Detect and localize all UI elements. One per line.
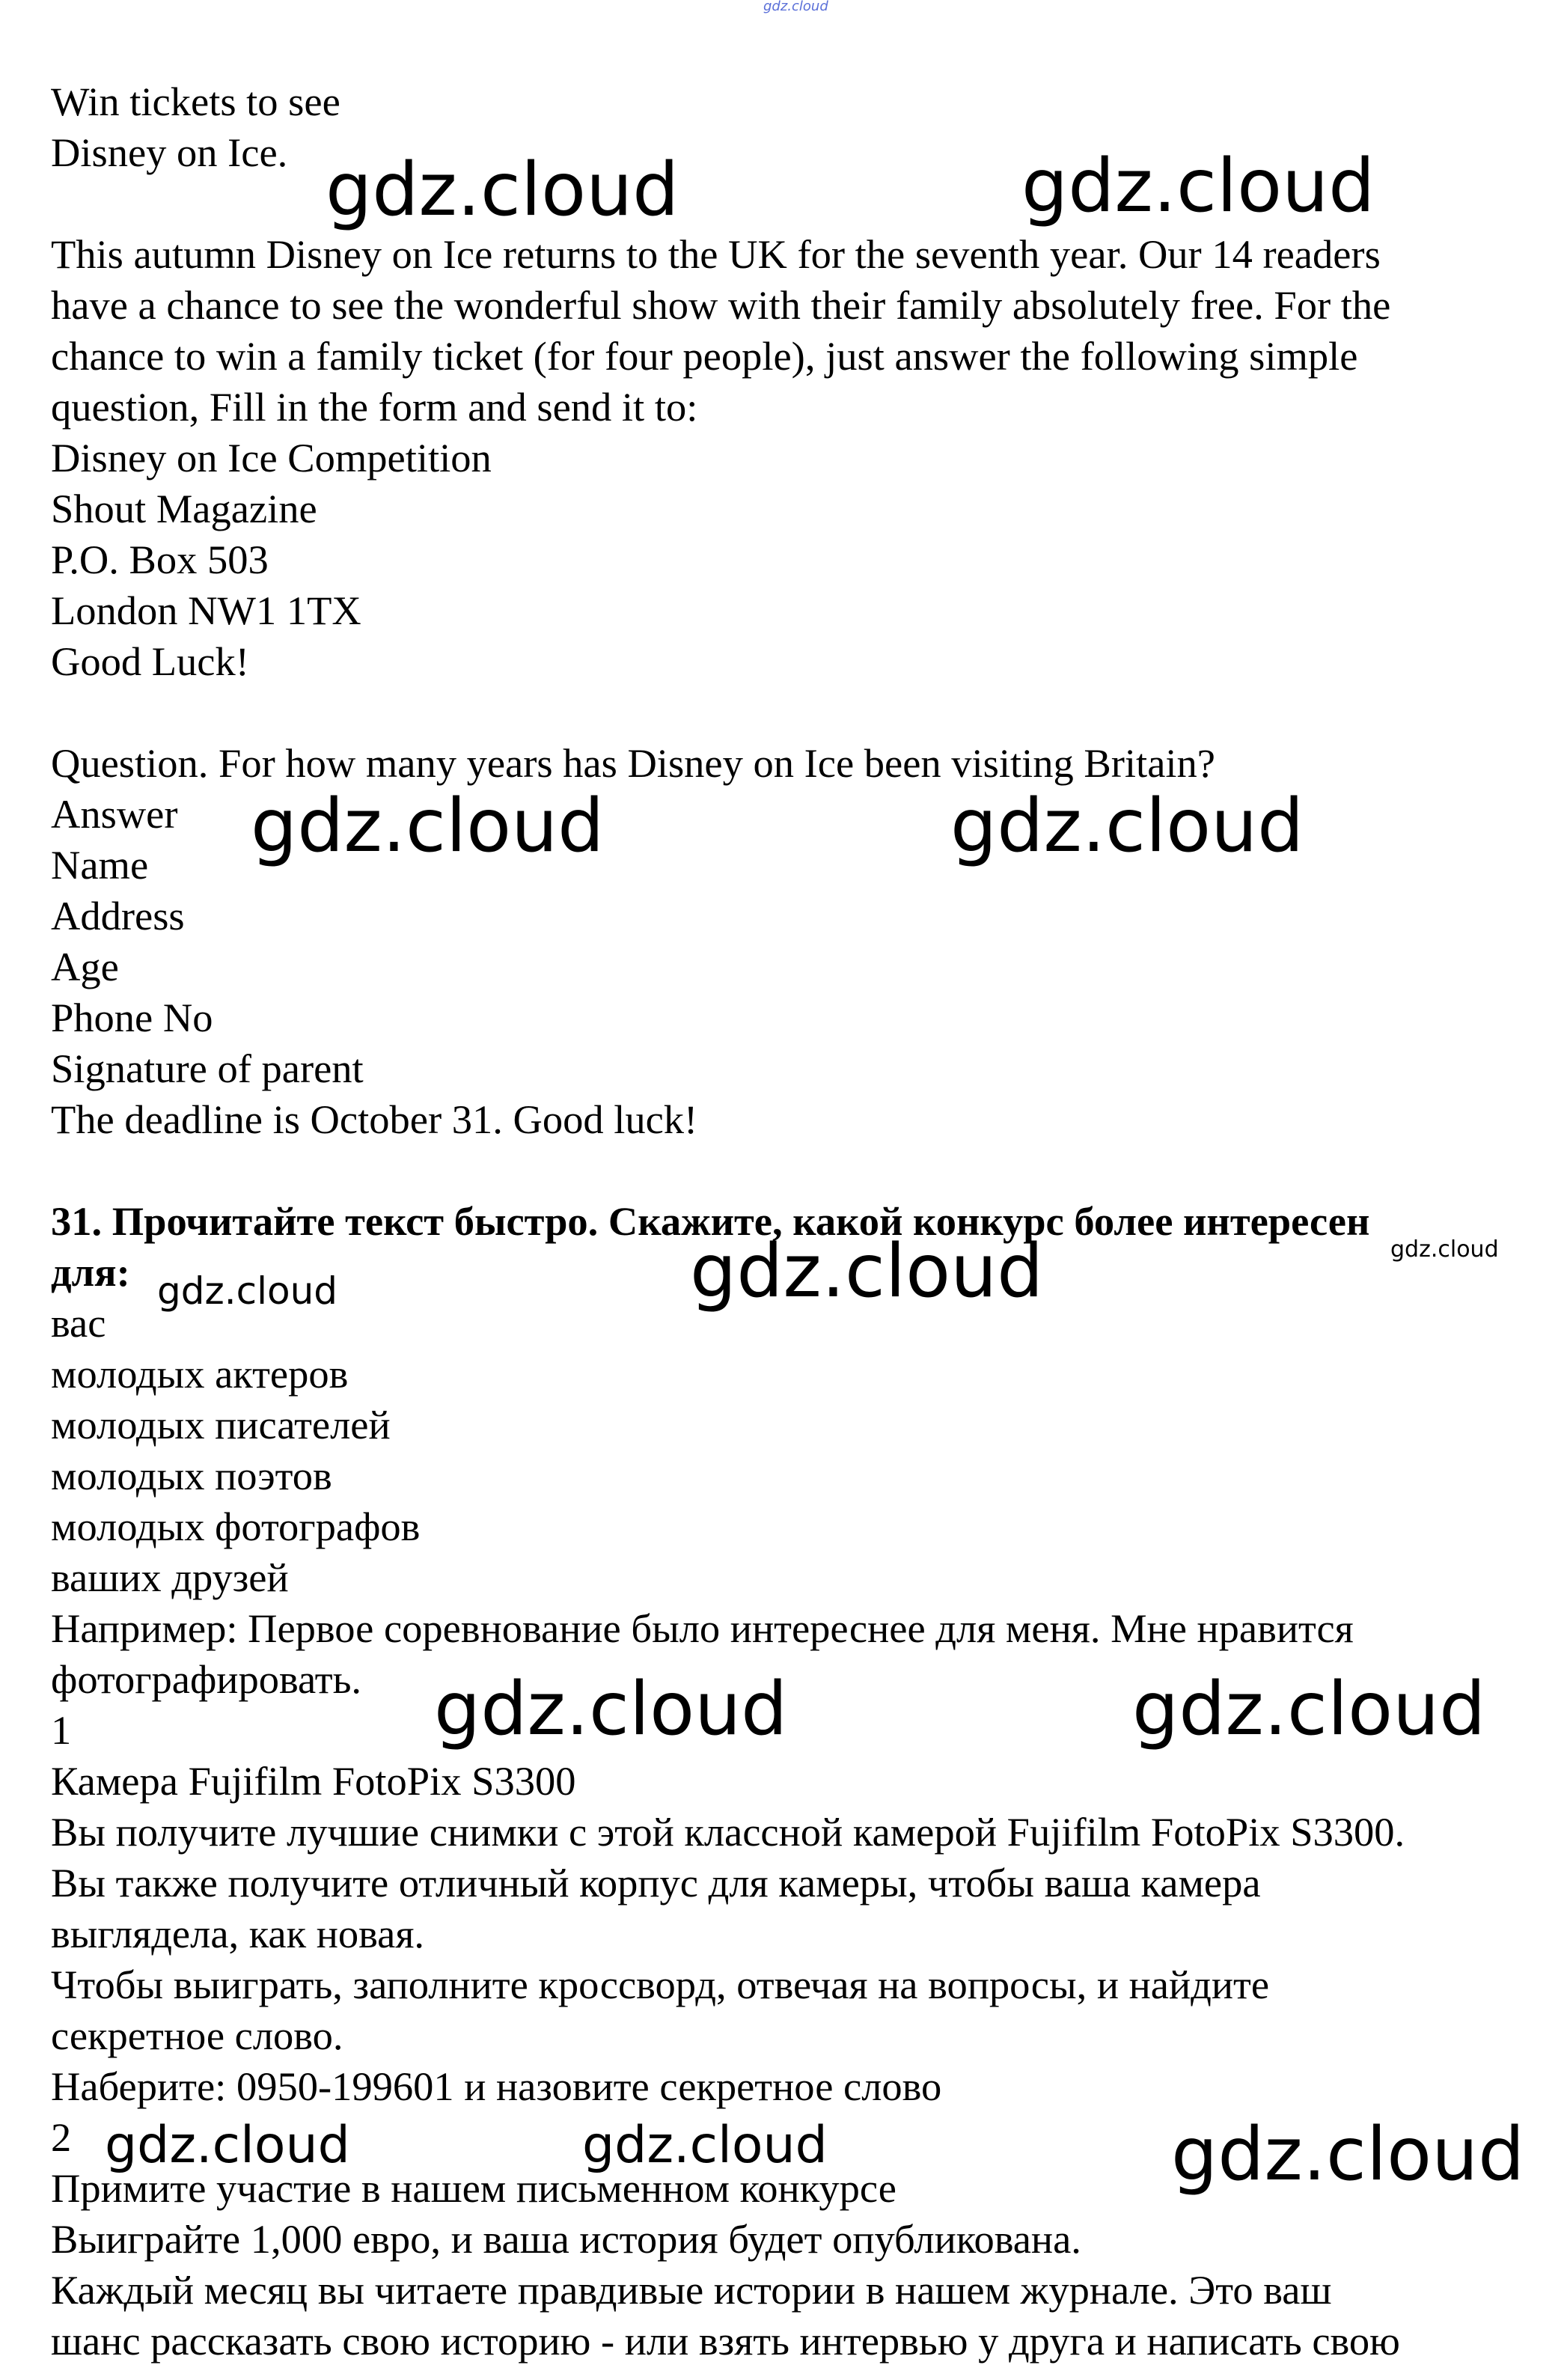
text-line: Наберите: 0950-199601 и назовите секретное слово [51,2063,942,2109]
watermark: gdz.cloud [1390,1236,1499,1263]
text-line: Good Luck! [51,638,249,684]
text-line: молодых актеров [51,1351,349,1397]
text-line: Вы получите лучшие снимки с этой классной камерой Fujifilm FotoPix S3300. [51,1809,1405,1855]
watermark-top: gdz.cloud [763,0,828,14]
text-line: P.O. Box 503 [51,537,269,582]
text-line: Примите участие в нашем письменном конкурсе [51,2165,896,2211]
text-line: выглядела, как новая. [51,1911,425,1956]
text-line: Вы также получите отличный корпус для камеры, чтобы ваша камера [51,1860,1261,1905]
watermark: gdz.cloud [326,147,679,233]
text-line: question, Fill in the form and send it to: [51,384,698,430]
text-line: 2 [51,2114,72,2160]
watermark: gdz.cloud [434,1667,788,1752]
text-line: фотографировать. [51,1656,362,1702]
text-line: шанс рассказать свою историю - или взять интервью у друга и написать свою [51,2318,1400,2364]
text-line: молодых поэтов [51,1453,332,1498]
text-line: молодых фотографов [51,1504,421,1549]
text-line: Question. For how many years has Disney on Ice been visiting Britain? [51,740,1215,786]
text-line: Shout Magazine [51,486,317,531]
text-line: Address [51,893,185,939]
text-line: The deadline is October 31. Good luck! [51,1096,698,1142]
text-line: Age [51,944,119,989]
text-line: Disney on Ice Competition [51,435,492,480]
watermark: gdz.cloud [1171,2112,1525,2197]
text-line: Чтобы выиграть, заполните кроссворд, отвечая на вопросы, и найдите [51,1962,1270,2007]
text-line: молодых писателей [51,1402,391,1447]
watermark: gdz.cloud [157,1269,338,1313]
text-line: ваших друзей [51,1554,289,1600]
task-heading: для: [51,1249,130,1295]
text-line: секретное слово. [51,2013,343,2058]
text-line: This autumn Disney on Ice returns to the UK for the seventh year. Our 14 readers [51,231,1381,277]
text-line: Выиграйте 1,000 евро, и ваша история будет опубликована. [51,2216,1081,2262]
watermark: gdz.cloud [1132,1667,1486,1752]
text-line: вас [51,1300,106,1346]
watermark: gdz.cloud [950,784,1304,869]
text-line: London NW1 1TX [51,588,361,633]
text-line: chance to win a family ticket (for four people), just answer the following simple [51,333,1358,379]
watermark: gdz.cloud [105,2116,350,2175]
watermark: gdz.cloud [1021,144,1375,229]
text-line: 1 [51,1707,72,1753]
text-line: Win tickets to see [51,79,340,124]
text-line: Например: Первое соревнование было интереснее для меня. Мне нравится [51,1605,1354,1651]
text-line: Name [51,842,149,888]
text-line: have a chance to see the wonderful show with their family absolutely free. For the [51,282,1391,328]
watermark: gdz.cloud [251,784,605,869]
text-line: Каждый месяц вы читаете правдивые истории в нашем журнале. Это ваш [51,2267,1332,2313]
watermark: gdz.cloud [690,1229,1044,1314]
text-line: Signature of parent [51,1046,364,1091]
text-line: Disney on Ice. [51,129,288,175]
text-line: Камера Fujifilm FotoPix S3300 [51,1758,576,1804]
task-heading: 31. Прочитайте текст быстро. Скажите, какой конкурс более интересен [51,1198,1370,1244]
watermark: gdz.cloud [582,2116,828,2175]
text-line: Phone No [51,995,213,1040]
text-line: Answer [51,791,178,837]
